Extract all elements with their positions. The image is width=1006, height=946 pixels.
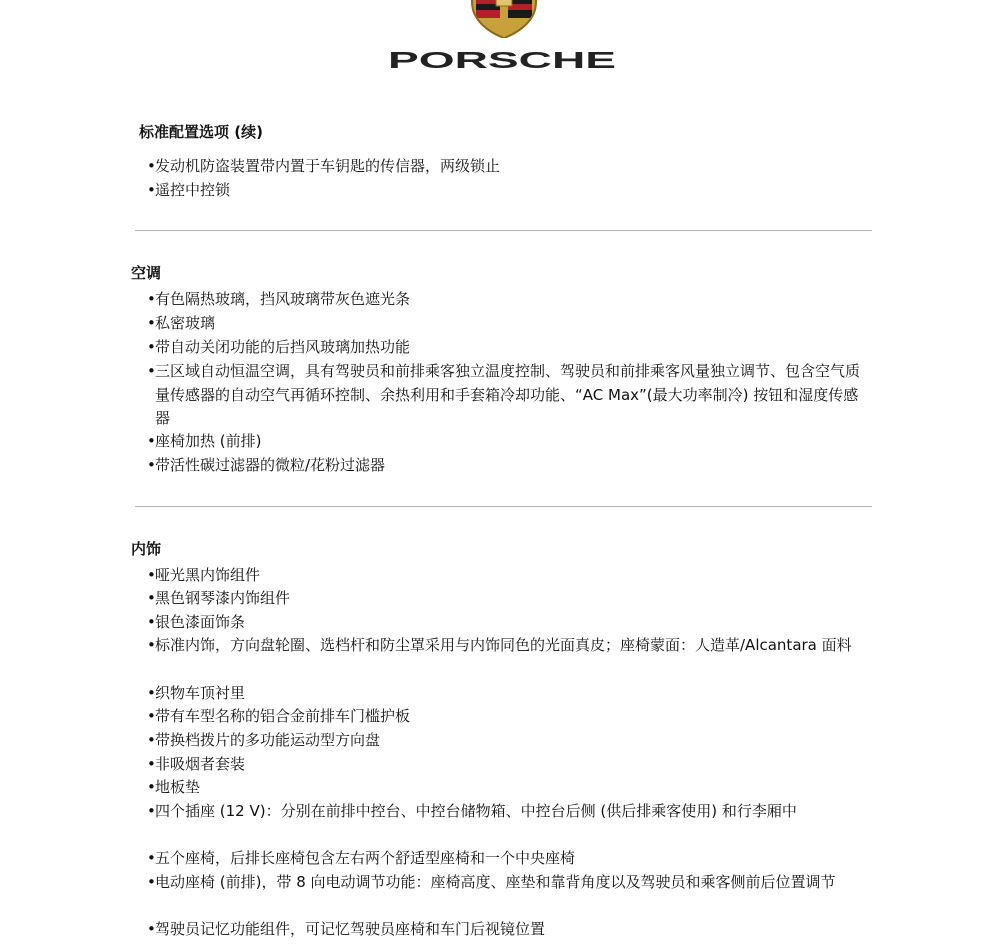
- list-item: • 带自动关闭功能的后挡风玻璃加热功能: [147, 336, 873, 360]
- bullet-dot-icon: •: [147, 778, 156, 796]
- list-item: • 三区域自动恒温空调，具有驾驶员和前排乘客独立温度控制、驾驶员和前排乘客风量独立调节、包含空气质量传感器的自动空气再循环控制、余热利用和手套箱冷却功能、“AC Max”(最大功率制冷) 按钮和湿度传感器: [147, 362, 861, 428]
- list-item: • 私密玻璃: [147, 312, 873, 336]
- bullet-dot-icon: •: [147, 613, 156, 631]
- brand-name: PORSCHE: [388, 50, 616, 73]
- bullet-dot-icon: •: [147, 731, 156, 749]
- section-divider: [135, 230, 872, 231]
- list-item: • 四个插座 (12 V)：分别在前排中控台、中控台储物箱、中控台后侧 (供后排乘客使用) 和行李厢中: [147, 800, 873, 824]
- list-item: • 带有车型名称的铝合金前排车门槛护板: [147, 705, 873, 729]
- bullet-dot-icon: •: [147, 707, 156, 725]
- bullet-dot-icon: •: [147, 157, 156, 175]
- list-item: • 带活性碳过滤器的微粒/花粉过滤器: [147, 454, 873, 478]
- section-title: 内饰: [131, 540, 162, 558]
- section-divider: [135, 506, 872, 507]
- list-item: • 有色隔热玻璃，挡风玻璃带灰色遮光条: [147, 288, 873, 312]
- bullet-dot-icon: •: [147, 181, 156, 199]
- bullet-dot-icon: •: [147, 755, 156, 773]
- list-item: • 遥控中控锁: [147, 179, 873, 203]
- porsche-crest-icon: [466, 0, 542, 38]
- list-item: • 发动机防盗装置带内置于车钥匙的传信器，两级锁止: [147, 155, 873, 179]
- list-item: • 带换档拨片的多功能运动型方向盘: [147, 729, 873, 753]
- bullet-dot-icon: •: [147, 802, 156, 820]
- list-item: • 电动座椅 (前排)，带 8 向电动调节功能：座椅高度、座垫和靠背角度以及驾驶员和乘客侧前后位置调节: [147, 871, 873, 895]
- list-item: • 地板垫: [147, 776, 873, 800]
- bullet-dot-icon: •: [147, 338, 156, 356]
- bullet-dot-icon: •: [147, 849, 156, 867]
- bullet-dot-icon: •: [147, 589, 156, 607]
- bullet-dot-icon: •: [147, 362, 156, 380]
- bullet-dot-icon: •: [147, 920, 156, 938]
- bullet-dot-icon: •: [147, 566, 156, 584]
- list-item: • 非吸烟者套装: [147, 753, 873, 777]
- section-title: 空调: [131, 264, 162, 282]
- list-item: • 五个座椅，后排长座椅包含左右两个舒适型座椅和一个中央座椅: [147, 847, 873, 871]
- bullet-dot-icon: •: [147, 636, 156, 654]
- porsche-wordmark: [386, 50, 618, 74]
- bullet-dot-icon: •: [147, 314, 156, 332]
- list-item: • 驾驶员记忆功能组件，可记忆驾驶员座椅和车门后视镜位置: [147, 918, 873, 942]
- bullet-dot-icon: •: [147, 456, 156, 474]
- list-item: • 黑色钢琴漆内饰组件: [147, 587, 873, 611]
- bullet-dot-icon: •: [147, 684, 156, 702]
- list-item: • 织物车顶衬里: [147, 682, 873, 706]
- list-item: • 哑光黑内饰组件: [147, 564, 873, 588]
- section-title: 标准配置选项 (续): [139, 123, 263, 141]
- bullet-dot-icon: •: [147, 290, 156, 308]
- bullet-dot-icon: •: [147, 432, 156, 450]
- list-item: • 银色漆面饰条: [147, 611, 873, 635]
- list-item: • 标准内饰，方向盘轮圈、选档杆和防尘罩采用与内饰同色的光面真皮；座椅蒙面：人造革/Alcantara 面料: [147, 634, 873, 658]
- bullet-dot-icon: •: [147, 873, 156, 891]
- list-item: • 座椅加热 (前排): [147, 430, 873, 454]
- page-header: [0, 0, 1006, 100]
